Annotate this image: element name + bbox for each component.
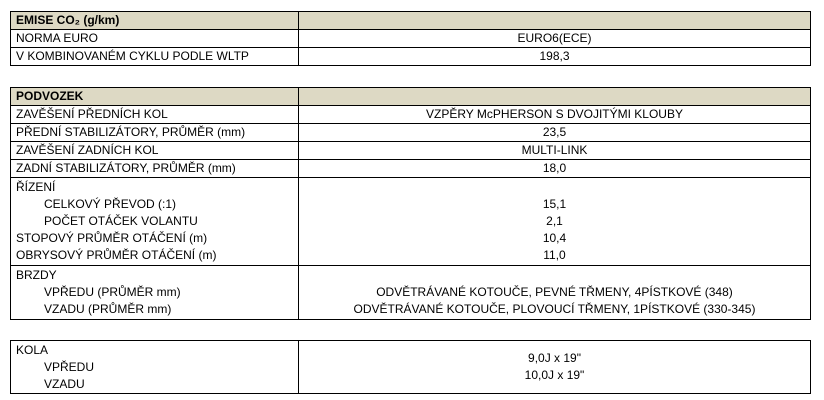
podvozek-header-empty	[299, 88, 811, 106]
rizeni-title-empty	[304, 179, 805, 196]
row-label: PŘEDNÍ STABILIZÁTORY, PRŮMĚR (mm)	[11, 124, 299, 142]
kola-rear-label: VZADU	[44, 376, 85, 391]
row-value: 10,4	[542, 231, 567, 245]
table-row	[11, 106, 811, 124]
emise-header-row	[11, 12, 811, 30]
row-label: V KOMBINOVANÉM CYKLU PODLE WLTP	[11, 48, 299, 66]
rizeni-values	[299, 178, 811, 266]
row-label: CELKOVÝ PŘEVOD (:1)	[44, 197, 177, 211]
row-value: VZPĚRY McPHERSON S DVOJITÝMI KLOUBY	[299, 106, 811, 124]
kola-row	[11, 341, 811, 394]
rizeni-labels	[11, 178, 299, 266]
rizeni-row	[11, 178, 811, 266]
row-label: ZADNÍ STABILIZÁTORY, PRŮMĚR (mm)	[11, 160, 299, 178]
brzdy-row	[11, 266, 811, 320]
row-value: 2,1	[546, 214, 563, 228]
row-label: STOPOVÝ PRŮMĚR OTÁČENÍ (m)	[16, 231, 208, 245]
row-value: MULTI-LINK	[299, 142, 811, 160]
kola-values	[299, 341, 811, 394]
table-row	[11, 124, 811, 142]
table-row	[11, 48, 811, 66]
row-label: ZAVĚŠENÍ ZADNÍCH KOL	[11, 142, 299, 160]
kola-title: KOLA	[16, 342, 49, 357]
table-row	[11, 142, 811, 160]
table-row	[11, 30, 811, 48]
brzdy-title-empty	[304, 267, 805, 284]
row-value: EURO6(ECE)	[299, 30, 811, 48]
row-value: ODVĚTRÁVANÉ KOTOUČE, PLOVOUCÍ TŘMENY, 1PÍSTKOVÉ (330-345)	[353, 302, 756, 316]
kola-table	[10, 340, 811, 394]
row-label: VPŘEDU (PRŮMĚR mm)	[44, 285, 181, 299]
row-value: 198,3	[299, 48, 811, 66]
kola-front-label: VPŘEDU	[44, 359, 95, 374]
row-label: POČET OTÁČEK VOLANTU	[44, 214, 198, 228]
emise-table	[10, 11, 811, 66]
row-label: VZADU (PRŮMĚR mm)	[44, 302, 172, 316]
row-value: 15,1	[542, 197, 567, 211]
row-value: 11,0	[543, 248, 566, 262]
brzdy-title: BRZDY	[16, 268, 57, 282]
brzdy-values	[299, 266, 811, 320]
kola-front-value: 9,0J x 19"	[528, 351, 581, 365]
row-label: OBRYSOVÝ PRŮMĚR OTÁČENÍ (m)	[16, 248, 217, 262]
brzdy-labels	[11, 266, 299, 320]
row-value: 23,5	[299, 124, 811, 142]
emise-header-empty	[299, 12, 811, 30]
rizeni-title: ŘÍZENÍ	[16, 180, 56, 194]
kola-labels	[11, 341, 299, 394]
row-label: NORMA EURO	[11, 30, 299, 48]
podvozek-table	[10, 87, 811, 320]
row-label: ZAVĚŠENÍ PŘEDNÍCH KOL	[11, 106, 299, 124]
podvozek-header-row	[11, 88, 811, 106]
kola-rear-value: 10,0J x 19"	[524, 368, 585, 382]
row-value: 18,0	[299, 160, 811, 178]
table-row	[11, 160, 811, 178]
podvozek-header: PODVOZEK	[11, 88, 299, 106]
emise-header: EMISE CO₂ (g/km)	[11, 12, 299, 30]
row-value: ODVĚTRÁVANÉ KOTOUČE, PEVNÉ TŘMENY, 4PÍSTKOVÉ (348)	[376, 285, 733, 299]
